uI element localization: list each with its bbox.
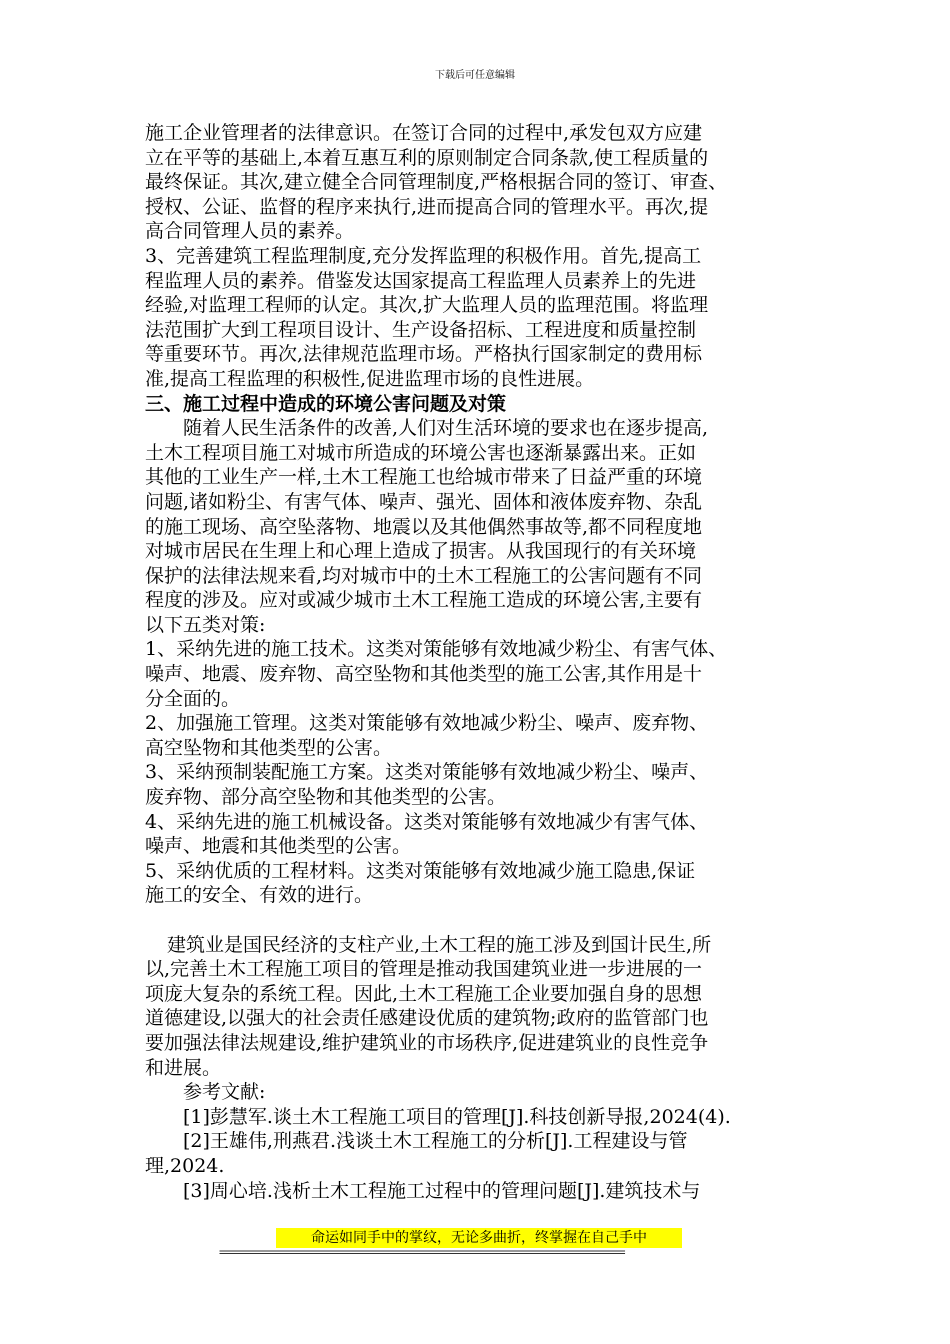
text-line: 以下五类对策:: [145, 613, 266, 636]
reference-item: [3]周心培.浅析土木工程施工过程中的管理问题[J].建筑技术与: [183, 1179, 701, 1202]
text-line: 立在平等的基础上,本着互惠互利的原则制定合同条款,使工程质量的: [145, 146, 709, 169]
text-line: 项庞大复杂的系统工程。因此,土木工程施工企业要加强自身的思想: [145, 982, 703, 1005]
reference-item-continued: 理,2024.: [145, 1154, 225, 1177]
text-line: 分全面的。: [145, 687, 241, 710]
text-line: 程度的涉及。应对或减少城市土木工程施工造成的环境公害,主要有: [145, 589, 703, 612]
text-line: 5、采纳优质的工程材料。这类对策能够有效地减少施工隐患,保证: [145, 859, 696, 882]
text-line: 土木工程项目施工对城市所造成的环境公害也逐渐暴露出来。正如: [145, 441, 697, 464]
text-line: 程监理人员的素养。借鉴发达国家提高工程监理人员素养上的先进: [145, 269, 697, 292]
document-body: [145, 121, 825, 1203]
text-line: 道德建设,以强大的社会责任感建设优质的建筑物;政府的监管部门也: [145, 1007, 709, 1030]
text-line: 等重要环节。再次,法律规范监理市场。严格执行国家制定的费用标: [145, 343, 703, 366]
text-line: 高合同管理人员的素养。: [145, 220, 355, 243]
reference-item: [2]王雄伟,刑燕君.浅谈土木工程施工的分析[J].工程建设与管: [183, 1130, 688, 1153]
text-line: 高空坠物和其他类型的公害。: [145, 736, 393, 759]
text-line: 授权、公证、监督的程序来执行,进而提高合同的管理水平。再次,提: [145, 195, 709, 218]
text-line: 其他的工业生产一样,土木工程施工也给城市带来了日益严重的环境: [145, 466, 703, 489]
text-line: 保护的法律法规来看,均对城市中的土木工程施工的公害问题有不同: [145, 564, 703, 587]
text-line: 对城市居民在生理上和心理上造成了损害。从我国现行的有关环境: [145, 540, 697, 563]
blank-line: [145, 908, 825, 933]
text-line: 废弃物、部分高空坠物和其他类型的公害。: [145, 786, 507, 809]
header-note: 下载后可任意编辑: [435, 70, 515, 81]
text-line: 的施工现场、高空坠落物、地震以及其他偶然事故等,都不同程度地: [145, 515, 703, 538]
text-line: 4、采纳先进的施工机械设备。这类对策能够有效地减少有害气体、: [145, 810, 709, 833]
section-heading: 三、施工过程中造成的环境公害问题及对策: [145, 392, 507, 415]
text-line: 2、加强施工管理。这类对策能够有效地减少粉尘、噪声、废弃物、: [145, 712, 709, 735]
text-line: 以,完善土木工程施工项目的管理是推动我国建筑业进一步进展的一: [145, 958, 703, 981]
text-line: 3、采纳预制装配施工方案。这类对策能够有效地减少粉尘、噪声、: [145, 761, 709, 784]
text-line: 建筑业是国民经济的支柱产业,土木工程的施工涉及到国计民生,所: [167, 933, 712, 956]
text-line: 随着人民生活条件的改善,人们对生活环境的要求也在逐步提高,: [183, 417, 709, 440]
text-line: 经验,对监理工程师的认定。其次,扩大监理人员的监理范围。将监理: [145, 294, 709, 317]
text-line: 最终保证。其次,建立健全合同管理制度,严格根据合同的签订、审查、: [145, 171, 728, 194]
footer-rule: ===============================================================================: [219, 1245, 624, 1259]
text-line: 噪声、地震、废弃物、高空坠物和其他类型的施工公害,其作用是十: [145, 663, 703, 686]
footer-banner: 命运如同手中的掌纹，无论多曲折，终掌握在自己手中: [276, 1228, 682, 1248]
text-line: 1、采纳先进的施工技术。这类对策能够有效地减少粉尘、有害气体、: [145, 638, 728, 661]
reference-item: [1]彭慧军.谈土木工程施工项目的管理[J].科技创新导报,2024(4).: [183, 1105, 731, 1128]
text-line: 准,提高工程监理的积极性,促进监理市场的良性进展。: [145, 367, 595, 390]
text-line: 法范围扩大到工程项目设计、生产设备招标、工程进度和质量控制: [145, 318, 697, 341]
text-line: 施工的安全、有效的进行。: [145, 884, 374, 907]
text-line: 3、完善建筑工程监理制度,充分发挥监理的积极作用。首先,提高工: [145, 244, 702, 267]
text-line: 噪声、地震和其他类型的公害。: [145, 835, 412, 858]
text-line: 施工企业管理者的法律意识。在签订合同的过程中,承发包双方应建: [145, 122, 703, 144]
text-line: 问题,诸如粉尘、有害气体、噪声、强光、固体和液体废弃物、杂乱: [145, 490, 703, 513]
references-heading: 参考文献:: [183, 1081, 266, 1104]
text-line: 要加强法律法规建设,维护建筑业的市场秩序,促进建筑业的良性竞争: [145, 1031, 709, 1054]
text-line: 和进展。: [145, 1056, 222, 1079]
